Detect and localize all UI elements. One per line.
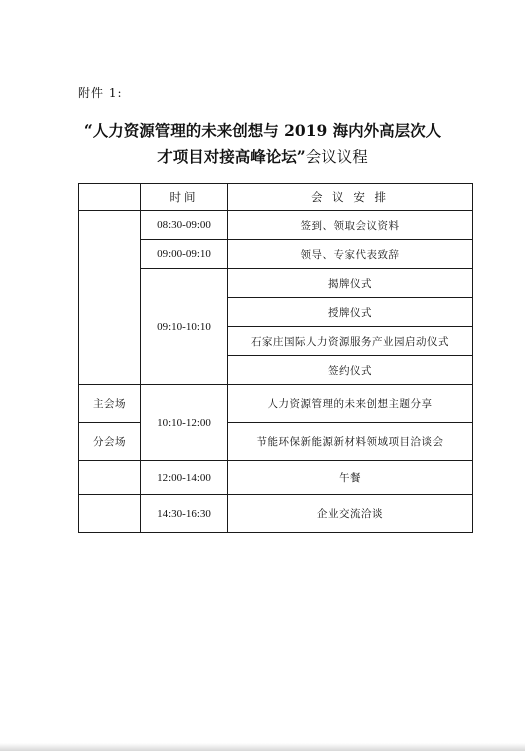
agenda-item: 签约仪式 (228, 356, 473, 385)
agenda-item: 授牌仪式 (228, 298, 473, 327)
agenda-table (78, 183, 473, 533)
header-venue (79, 184, 141, 211)
time-cell: 14:30-16:30 (141, 495, 228, 533)
table-row (79, 211, 473, 240)
table-header-row (79, 184, 473, 211)
header-time: 时间 (141, 184, 228, 211)
venue-cell-empty (79, 461, 141, 495)
title-line-2-bold: 才项目对接高峰论坛” (157, 147, 306, 166)
time-cell: 09:00-09:10 (141, 240, 228, 269)
agenda-item: 领导、专家代表致辞 (228, 240, 473, 269)
header-arrangement: 会 议 安 排 (228, 184, 473, 211)
agenda-item: 节能环保新能源新材料领域项目洽谈会 (228, 423, 473, 461)
table-row (79, 495, 473, 533)
time-cell: 12:00-14:00 (141, 461, 228, 495)
attachment-label: 附件 1: (78, 86, 123, 100)
page-bottom-shadow (0, 743, 525, 751)
venue-cell-empty (79, 495, 141, 533)
title-line-1: “人力资源管理的未来创想与 2019 海内外高层次人 (83, 121, 442, 140)
document-title (40, 118, 485, 170)
table-row (79, 461, 473, 495)
table-row (79, 385, 473, 423)
time-cell: 08:30-09:00 (141, 211, 228, 240)
agenda-item: 签到、领取会议资料 (228, 211, 473, 240)
venue-cell: 主会场 (79, 385, 141, 423)
title-line-2-rest: 会议议程 (305, 148, 368, 166)
agenda-item: 石家庄国际人力资源服务产业园启动仪式 (228, 327, 473, 356)
time-cell: 09:10-10:10 (141, 269, 228, 385)
agenda-item: 人力资源管理的未来创想主题分享 (228, 385, 473, 423)
agenda-item: 午餐 (228, 461, 473, 495)
venue-cell-empty (79, 211, 141, 385)
agenda-item: 企业交流洽谈 (228, 495, 473, 533)
table-row (79, 423, 473, 461)
venue-cell: 分会场 (79, 423, 141, 461)
agenda-item: 揭牌仪式 (228, 269, 473, 298)
time-cell: 10:10-12:00 (141, 385, 228, 461)
title-line-2 (40, 144, 485, 170)
